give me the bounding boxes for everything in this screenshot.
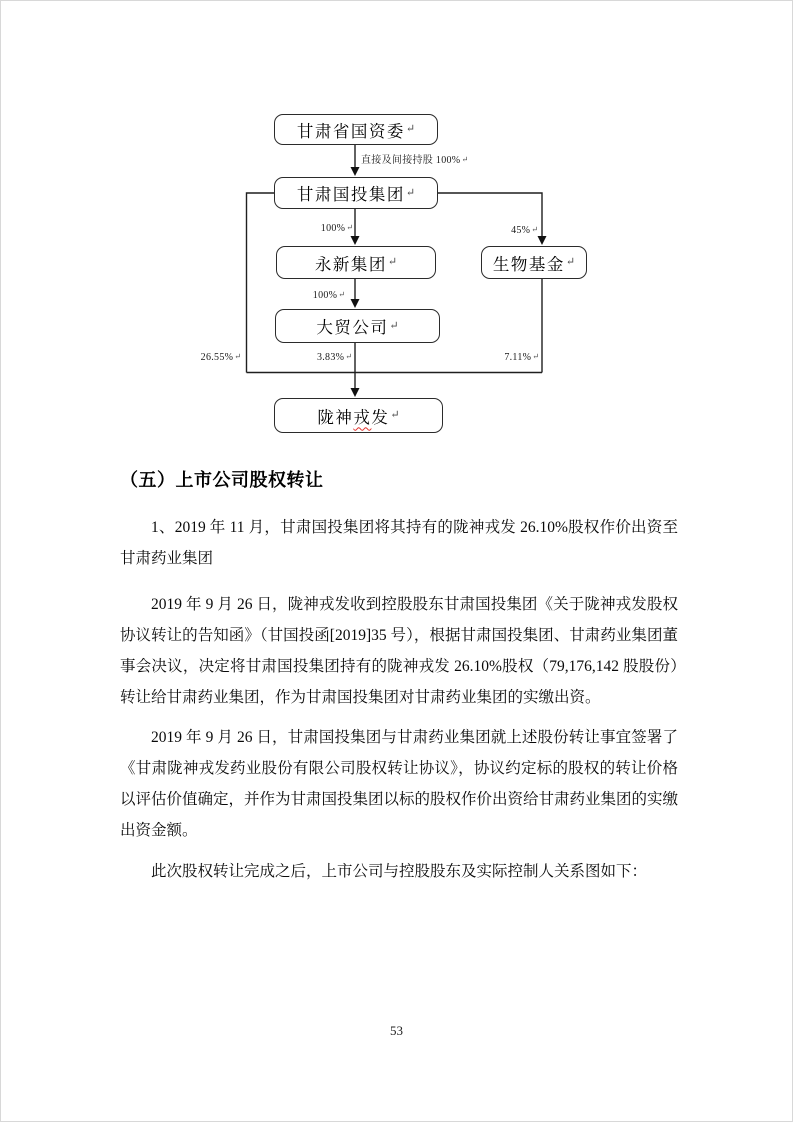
- paragraph-1: 1、2019 年 11 月，甘肃国投集团将其持有的陇神戎发 26.10%股权作价出资至甘肃药业集团: [120, 519, 678, 567]
- return-mark: ↵: [565, 256, 576, 268]
- edge-label-text: 7.11%: [504, 352, 532, 363]
- node-label: 大贸公司: [316, 318, 389, 337]
- return-mark: ↵: [461, 155, 469, 164]
- node-label: [317, 404, 389, 428]
- edge-label-text: 3.83%: [316, 352, 345, 363]
- edge-label-direct-indirect-100: [361, 155, 468, 166]
- return-mark: ↵: [346, 223, 353, 232]
- return-mark: ↵: [338, 290, 345, 299]
- paragraph-3: 2019 年 9 月 26 日，甘肃国投集团与甘肃药业集团就上述股份转让事宜签署了《甘肃陇神戎发药业股份有限公司股权转让协议》，协议约定标的股权的转让价格以评估价值确定，并作为甘肃国投集团以标的股权作价出资给甘肃药业集团的实缴出资金额。: [120, 729, 679, 839]
- paragraph-4: 此次股权转让完成之后，上市公司与控股股东及实际控制人关系图如下：: [151, 863, 648, 880]
- node-label: 生物基金: [492, 254, 565, 274]
- edge-label-45pct-biofund: [489, 225, 538, 236]
- arrowhead-icon: [351, 388, 360, 397]
- return-mark: ↵: [405, 123, 416, 135]
- edge-sdic-left-down: [247, 193, 275, 373]
- org-chart-connectors: [1, 1, 793, 461]
- node-gansu-sasac: [274, 114, 438, 145]
- page-number: 53: [390, 1023, 403, 1038]
- node-label-part: 发: [371, 407, 390, 427]
- node-label: 永新集团: [314, 254, 387, 274]
- node-label-part: 陇神: [317, 407, 354, 427]
- node-label: 甘肃国投集团: [296, 185, 405, 204]
- return-mark: ↵: [531, 225, 538, 234]
- node-bio-fund: [481, 246, 587, 279]
- return-mark: ↵: [234, 352, 241, 361]
- return-mark: ↵: [389, 319, 399, 332]
- edge-label-text: 45%: [511, 225, 531, 236]
- arrowhead-icon: [538, 236, 547, 245]
- edge-label-text: 100%: [320, 223, 346, 234]
- edge-label-100pct-sdic-yongxin: [304, 223, 353, 234]
- edge-label-3-83pct: [302, 352, 352, 363]
- node-damao-company: [275, 309, 440, 343]
- node-longshen-rongfa: [274, 398, 443, 433]
- return-mark: ↵: [532, 352, 539, 361]
- edge-label-text: 直接及间接持股 100%: [361, 155, 461, 166]
- arrowhead-icon: [351, 167, 360, 176]
- edge-label-text: 100%: [312, 290, 338, 301]
- spellcheck-underline: 戎: [353, 407, 372, 427]
- edge-label-text: 26.55%: [200, 352, 234, 363]
- edge-label-26-55pct: [191, 352, 241, 363]
- return-mark: ↵: [390, 409, 400, 421]
- node-yongxin-group: [276, 246, 436, 279]
- edge-label-100pct-yongxin-damao: [296, 290, 345, 301]
- node-label: 甘肃省国资委: [296, 121, 405, 141]
- return-mark: ↵: [405, 186, 416, 199]
- return-mark: ↵: [345, 352, 352, 361]
- return-mark: ↵: [387, 256, 398, 268]
- edge-label-7-11pct: [489, 352, 539, 363]
- section-heading: （五）上市公司股权转让: [120, 470, 324, 490]
- arrowhead-icon: [351, 236, 360, 245]
- node-gansu-sdic-group: [274, 177, 438, 209]
- arrowhead-icon: [351, 299, 360, 308]
- paragraph-2: 2019 年 9 月 26 日，陇神戎发收到控股股东甘肃国投集团《关于陇神戎发股权协议转让的告知函》（甘国投函[2019]35 号），根据甘肃国投集团、甘肃药业集团董事会决议，决定将甘肃国投集团持有的陇神戎发 26.10%股权（79,176,142 股股份）转让给甘肃药业集团，作为甘肃国投集团对甘肃药业集团的实缴出资。: [120, 596, 678, 706]
